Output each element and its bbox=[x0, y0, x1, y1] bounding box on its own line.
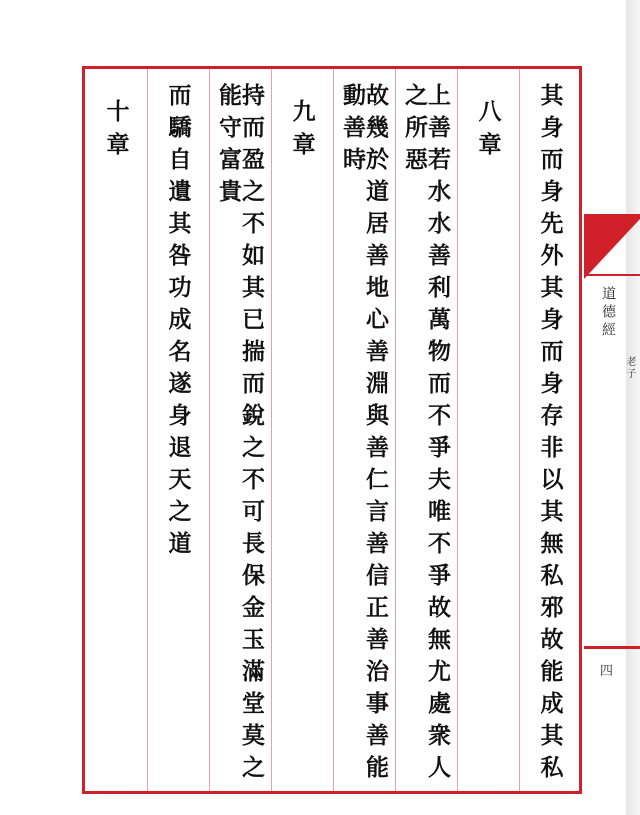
column-text: 而驕自遺其咎功成名遂身退天之道 bbox=[164, 83, 192, 563]
chapter-heading: 八章 bbox=[474, 99, 502, 165]
text-frame bbox=[82, 66, 582, 794]
chapter-heading: 九章 bbox=[288, 99, 316, 165]
column-text: 其身而身先外其身而身存非以其無私邪故能成其私 bbox=[536, 83, 564, 787]
page-gutter bbox=[626, 0, 640, 815]
chapter-heading-column bbox=[85, 69, 147, 791]
text-column bbox=[395, 69, 457, 791]
text-column bbox=[519, 69, 581, 791]
column-text: 持而盈之不如其已揣而銳之不可長保金玉滿堂莫之能守富貴 bbox=[215, 83, 265, 787]
side-tab-corner bbox=[584, 219, 640, 279]
text-column bbox=[209, 69, 271, 791]
book-title: 道德經 bbox=[600, 286, 616, 340]
side-tab-underline bbox=[584, 274, 640, 276]
book-author: 老子 bbox=[624, 356, 635, 380]
text-column bbox=[333, 69, 395, 791]
column-text: 上善若水水善利萬物而不爭夫唯不爭故無尤處衆人之所惡 bbox=[401, 83, 451, 787]
chapter-heading-column bbox=[457, 69, 519, 791]
column-text: 故幾於道居善地心善淵與善仁言善信正善治事善能動善時 bbox=[339, 83, 389, 787]
text-column bbox=[147, 69, 209, 791]
page-number: 四 bbox=[600, 664, 614, 679]
page-number-band bbox=[584, 646, 640, 649]
chapter-heading: 十章 bbox=[102, 99, 130, 165]
chapter-heading-column bbox=[271, 69, 333, 791]
